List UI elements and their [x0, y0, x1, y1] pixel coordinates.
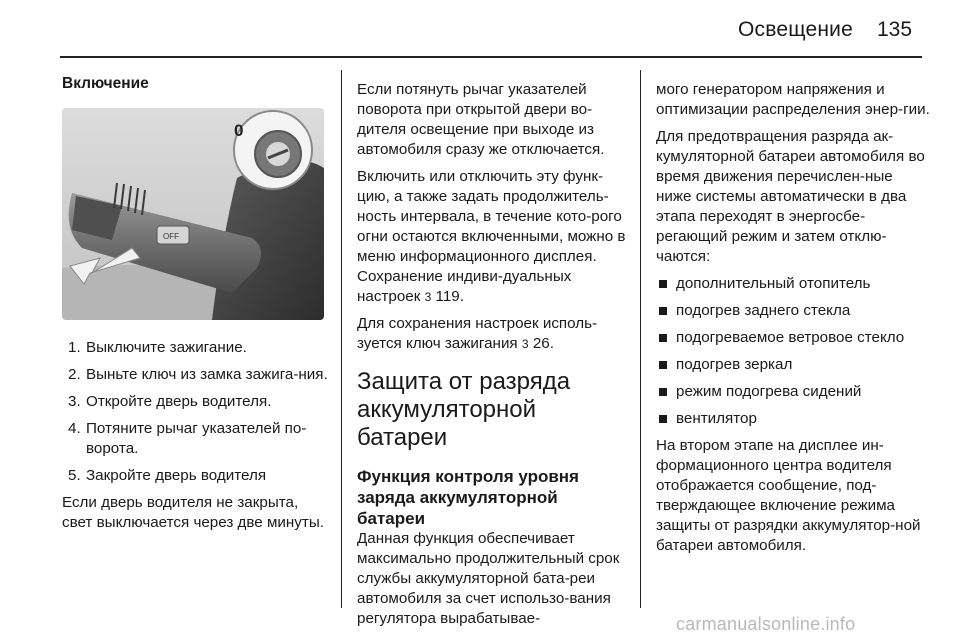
column-divider-right: [640, 70, 641, 608]
list-item: 4. Потяните рычаг указателей по-ворота.: [68, 420, 307, 457]
lever-illustration: [62, 108, 324, 320]
door-open-note: Если дверь водителя не закрыта, свет выключается через две минуты.: [62, 494, 324, 531]
list-item: 2. Выньте ключ из замка зажига-ния.: [68, 366, 328, 383]
list-item: 3. Откройте дверь водителя.: [68, 393, 272, 410]
column-2: [357, 80, 627, 636]
list-item: дополнительный отопитель: [656, 274, 931, 294]
list-item: вентилятор: [656, 409, 931, 429]
subsection-heading: Функция контроля уровня заряда аккумуляторной батареи: [357, 467, 579, 528]
ignition-position-label: 0: [234, 121, 244, 140]
list-item: 1. Выключите зажигание.: [68, 339, 247, 356]
svg-text:OFF: OFF: [163, 232, 179, 241]
section-subhead: Включение: [62, 75, 149, 92]
paragraph: На втором этапе на дисплее ин-формационного центра водителя отображается сообщение, под-тверждающее включение режима защиты от разрядки аккумулятор-ной батареи автомобиля.: [656, 437, 921, 554]
paragraph: Для сохранения настроек исполь-зуется ключ зажигания 3 26.: [357, 315, 598, 352]
watermark: carmanualsonline.info: [676, 614, 856, 634]
list-item: подогрев зеркал: [656, 355, 931, 375]
list-item: режим подогрева сидений: [656, 382, 931, 402]
paragraph: мого генератором напряжения и оптимизации распределения энер-гии.: [656, 81, 930, 118]
column-1: [62, 74, 330, 540]
instruction-steps: [62, 338, 330, 486]
paragraph: Включить или отключить эту функ-цию, а также задать продолжитель-ность интервала, в течение кото-рого огни остаются включенными, можно в меню информационного дисплея. Сохранение индиви-дуальных настроек 3 119.: [357, 168, 626, 305]
paragraph: Если потянуть рычаг указателей поворота при открытой двери во-дителя освещение при выходе из автомобиля сразу же отключается.: [357, 81, 605, 158]
page-ref-icon: 3: [521, 337, 529, 351]
list-item: подогреваемое ветровое стекло: [656, 328, 931, 348]
header-rule: [60, 56, 922, 58]
section-heading: Защита от разряда аккумуляторной батареи: [357, 368, 571, 451]
list-item: 5. Закройте дверь водителя: [68, 467, 267, 484]
list-item: подогрев заднего стекла: [656, 301, 931, 321]
page-ref-icon: 3: [424, 290, 432, 304]
paragraph: Данная функция обеспечивает максимально продолжительный срок службы аккумуляторной бата-реи автомобиля за счет использо-вания регулятора вырабатывае-: [357, 530, 620, 627]
column-divider-left: [341, 70, 342, 608]
column-3: [656, 80, 931, 563]
page-title: Освещение: [738, 18, 853, 41]
page-number: 135: [877, 18, 913, 41]
paragraph: Для предотвращения разряда ак-кумуляторной батареи автомобиля во время движения перечислен-ные ниже системы автоматически в два этапа переходят в энергосбе-регающий режим и затем отклю-чаются:: [656, 128, 925, 265]
turn-signal-lever-image: [62, 108, 324, 320]
system-list: [656, 274, 931, 429]
